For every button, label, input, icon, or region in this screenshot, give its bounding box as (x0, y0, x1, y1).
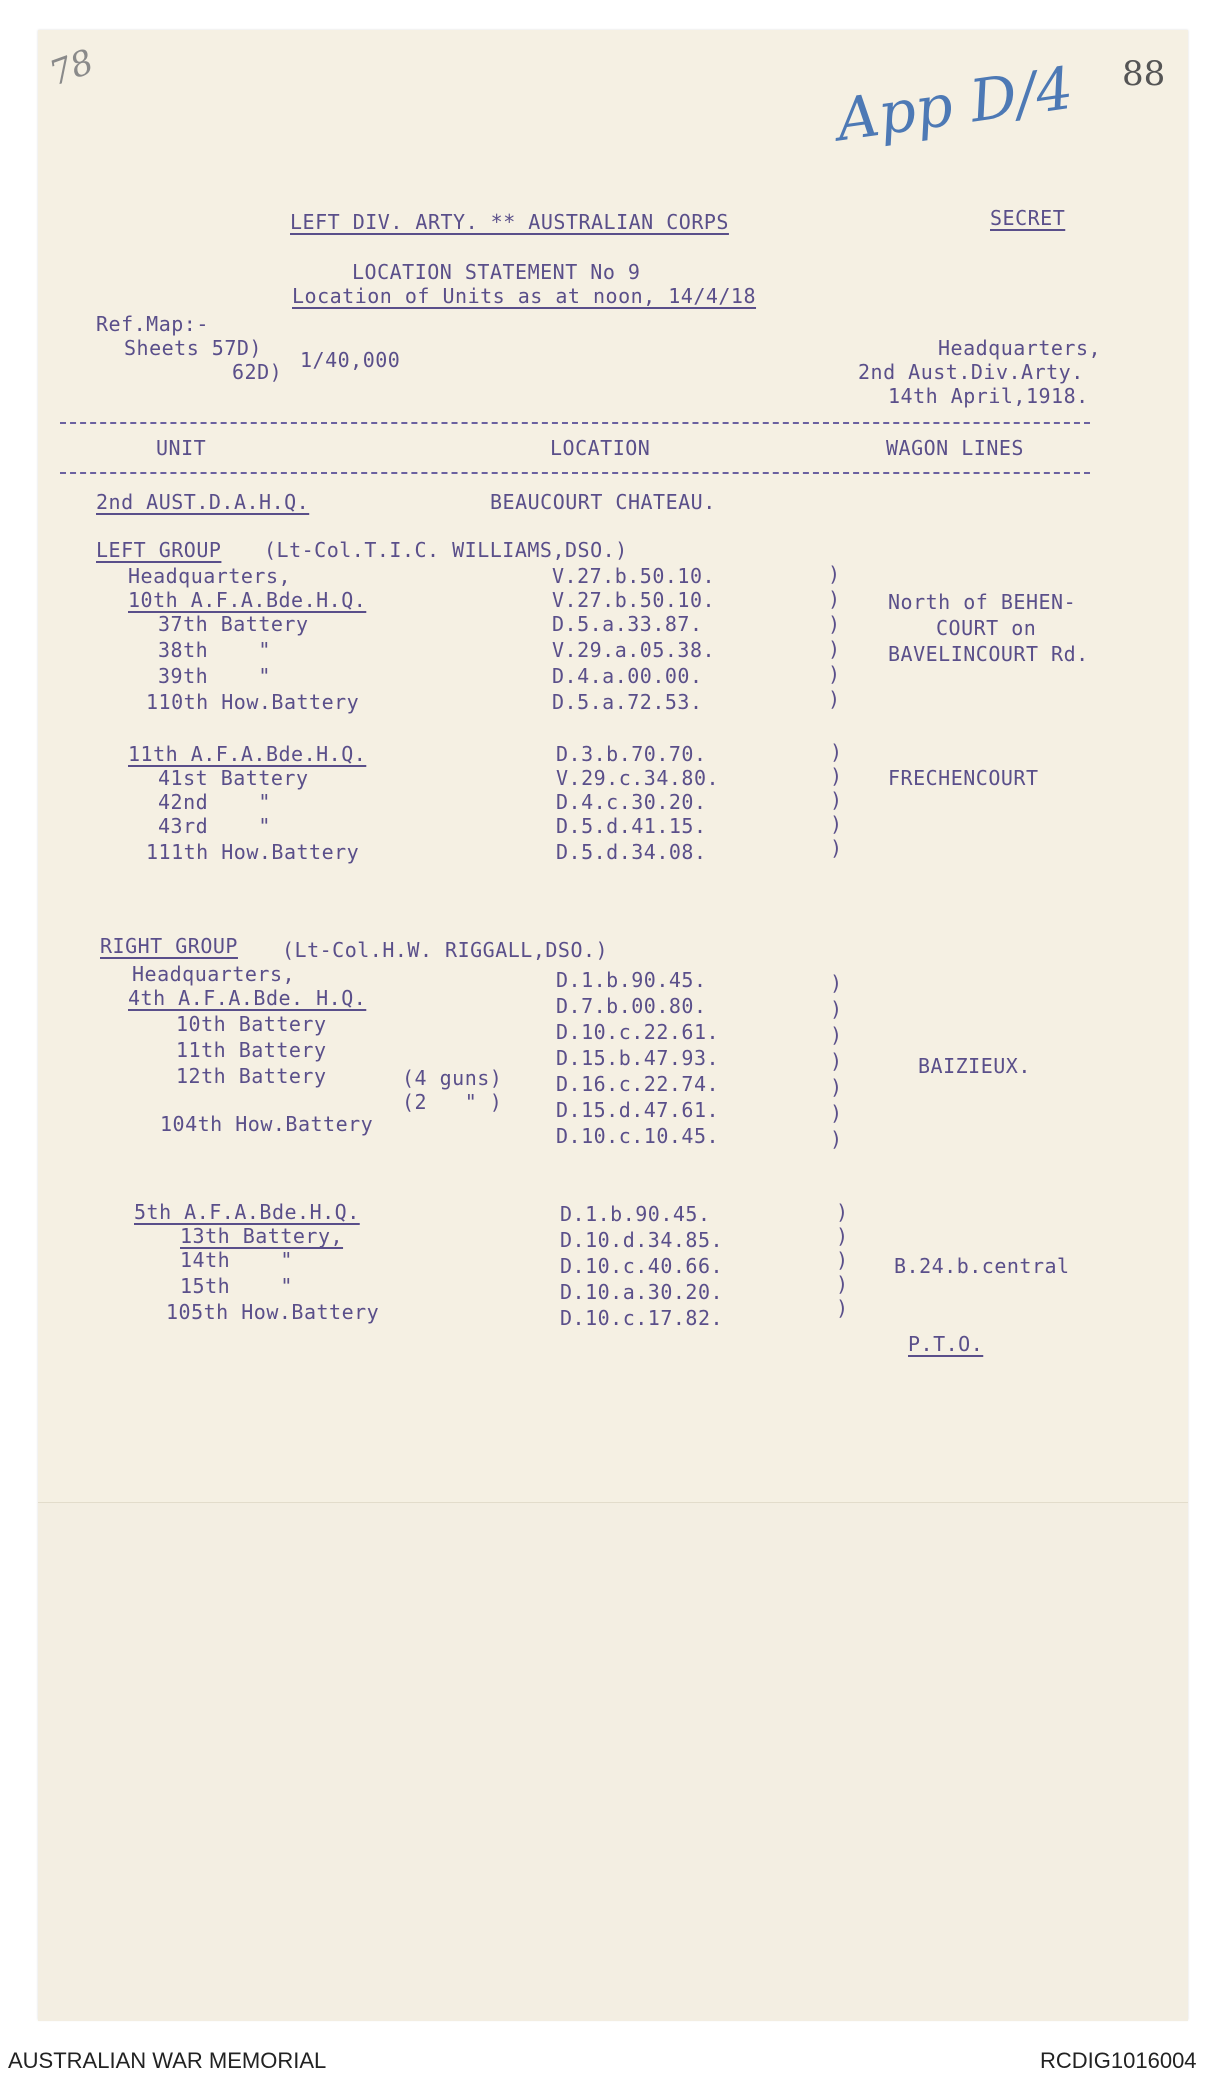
left-wagon-a-2: COURT on (936, 616, 1037, 640)
table-row-location: V.29.a.05.38. (552, 638, 716, 662)
table-row: Headquarters, (132, 962, 296, 986)
table-row: 15th " (180, 1274, 293, 1298)
table-row-location: D.16.c.22.74. (556, 1072, 720, 1096)
table-row-location: V.29.c.34.80. (556, 766, 720, 790)
brace: ) ) ) ) ) ) (828, 562, 841, 711)
classification: SECRET (990, 206, 1066, 230)
table-row-location: D.10.d.34.85. (560, 1228, 724, 1252)
table-row-location: D.5.a.72.53. (552, 690, 703, 714)
table-row: 14th " (180, 1248, 293, 1272)
statement-title: LOCATION STATEMENT No 9 (352, 260, 641, 284)
hq-line-2: 2nd Aust.Div.Arty. (858, 360, 1084, 384)
table-row-location: V.27.b.50.10. (552, 588, 716, 612)
left-wagon-b: FRECHENCOURT (888, 766, 1039, 790)
table-row: 4th A.F.A.Bde. H.Q. (128, 986, 367, 1010)
table-row-location: D.5.d.34.08. (556, 840, 707, 864)
table-row: 11th Battery (176, 1038, 327, 1062)
table-row: 42nd " (158, 790, 271, 814)
divider-header (60, 472, 1090, 474)
table-row: 110th How.Battery (146, 690, 360, 714)
table-row: 105th How.Battery (166, 1300, 380, 1324)
table-row: 13th Battery, (180, 1224, 344, 1248)
column-wagon-lines: WAGON LINES (886, 436, 1024, 460)
right-wagon-b: B.24.b.central (894, 1254, 1070, 1278)
table-row: 11th A.F.A.Bde.H.Q. (128, 742, 367, 766)
ref-map-label: Ref.Map:- (96, 312, 209, 336)
table-row-location: D.1.b.90.45. (556, 968, 707, 992)
map-scale: 1/40,000 (300, 348, 401, 372)
table-row-location: D.15.d.47.61. (556, 1098, 720, 1122)
table-row: 10th A.F.A.Bde.H.Q. (128, 588, 367, 612)
table-row-location: D.3.b.70.70. (556, 742, 707, 766)
hq-line-3: 14th April,1918. (888, 384, 1089, 408)
divider-top (60, 422, 1090, 424)
left-group-commander: (Lt-Col.T.I.C. WILLIAMS,DSO.) (264, 538, 628, 562)
table-row-location: D.10.c.17.82. (560, 1306, 724, 1330)
table-row-location: D.1.b.90.45. (560, 1202, 711, 1226)
column-unit: UNIT (156, 436, 207, 460)
table-row: 12th Battery (176, 1064, 327, 1088)
lower-fold (38, 1502, 1188, 2021)
footer-source: AUSTRALIAN WAR MEMORIAL (8, 2048, 327, 2073)
table-row: 104th How.Battery (160, 1112, 374, 1136)
left-wagon-a-3: BAVELINCOURT Rd. (888, 642, 1089, 666)
right-group-title: RIGHT GROUP (100, 934, 238, 958)
statement-subtitle: Location of Units as at noon, 14/4/18 (292, 284, 757, 308)
hq-line-1: Headquarters, (938, 336, 1102, 360)
left-group-title: LEFT GROUP (96, 538, 222, 562)
table-row-location: D.4.a.00.00. (552, 664, 703, 688)
table-row-location: D.5.d.41.15. (556, 814, 707, 838)
table-row-location: D.10.c.40.66. (560, 1254, 724, 1278)
dahq-unit: 2nd AUST.D.A.H.Q. (96, 490, 310, 514)
pto-note: P.T.O. (908, 1332, 984, 1356)
table-row: 37th Battery (158, 612, 309, 636)
table-row: 43rd " (158, 814, 271, 838)
table-row-location: D.10.c.22.61. (556, 1020, 720, 1044)
table-row-location: D.10.c.10.45. (556, 1124, 720, 1148)
table-row-location: D.5.a.33.87. (552, 612, 703, 636)
right-group-commander: (Lt-Col.H.W. RIGGALL,DSO.) (282, 938, 609, 962)
right-wagon-a: BAIZIEUX. (918, 1054, 1031, 1078)
table-row-location: D.4.c.30.20. (556, 790, 707, 814)
guns-note-a: (4 guns) (402, 1066, 503, 1090)
appendix-mark: App D/4 (832, 53, 1078, 155)
table-row: Headquarters, (128, 564, 292, 588)
table-row: 41st Battery (158, 766, 309, 790)
sheets-b: 62D) (232, 360, 283, 384)
table-row-location: D.15.b.47.93. (556, 1046, 720, 1070)
table-row: 38th " (158, 638, 271, 662)
table-row-location: V.27.b.50.10. (552, 564, 716, 588)
table-row: 111th How.Battery (146, 840, 360, 864)
page-number: 88 (1122, 54, 1166, 94)
table-row: 5th A.F.A.Bde.H.Q. (134, 1200, 360, 1224)
sheets-a: Sheets 57D) (124, 336, 262, 360)
column-location: LOCATION (550, 436, 651, 460)
footer-id: RCDIG1016004 (1040, 2048, 1197, 2073)
table-row: 39th " (158, 664, 271, 688)
corner-mark: 78 (44, 41, 99, 95)
table-row-location: D.7.b.00.80. (556, 994, 707, 1018)
document-title: LEFT DIV. ARTY. ** AUSTRALIAN CORPS (290, 210, 729, 234)
table-row-location: D.10.a.30.20. (560, 1280, 724, 1304)
dahq-location: BEAUCOURT CHATEAU. (490, 490, 716, 514)
guns-note-b: (2 " ) (402, 1090, 503, 1114)
brace: ) ) ) ) ) (830, 740, 843, 860)
brace: ) ) ) ) ) (836, 1200, 849, 1320)
table-row: 10th Battery (176, 1012, 327, 1036)
left-wagon-a-1: North of BEHEN- (888, 590, 1077, 614)
brace: ) ) ) ) ) ) ) (830, 971, 843, 1151)
